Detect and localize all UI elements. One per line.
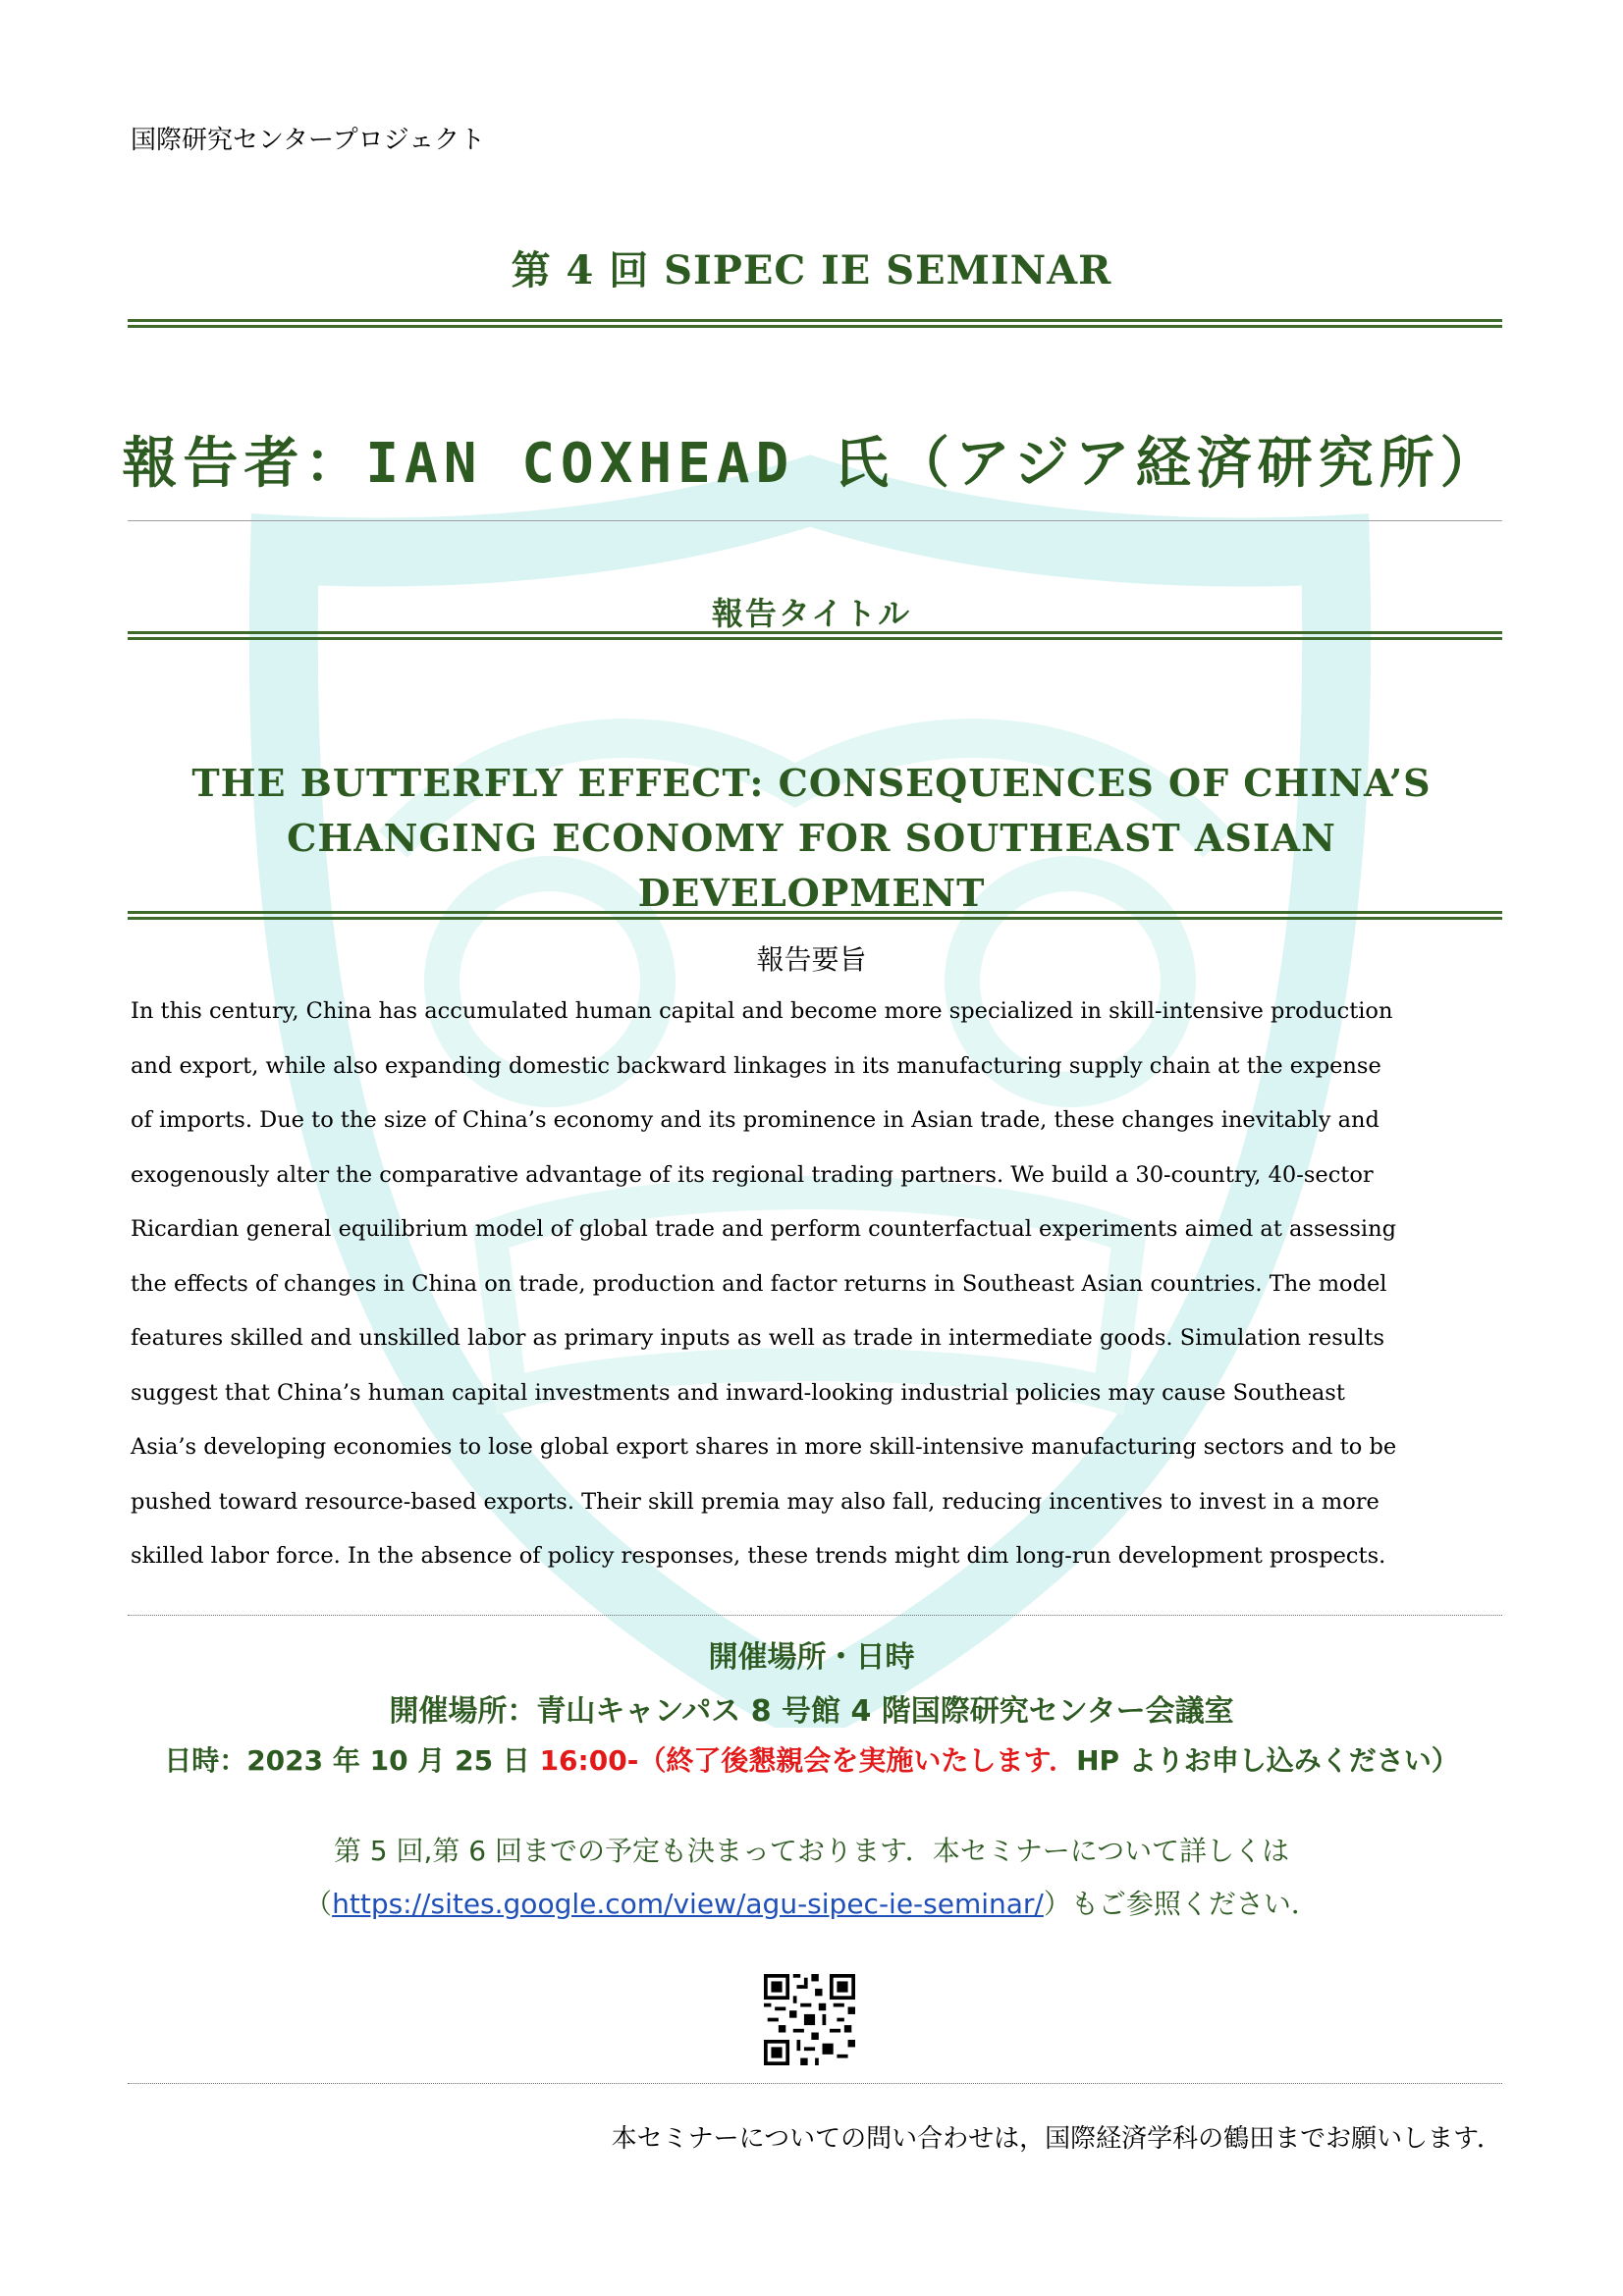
abstract-line: the effects of changes in China on trade, production and factor returns in Southeast Asian countries. The model bbox=[131, 1270, 1387, 1297]
abstract-line: exogenously alter the comparative advantage of its regional trading partners. We build a 30-country, 40-sector bbox=[131, 1161, 1374, 1188]
abstract-label: 報告要旨 bbox=[756, 943, 867, 976]
speaker-divider bbox=[128, 520, 1502, 521]
abstract-line: pushed toward resource-based exports. Their skill premia may also fall, reducing incentives to invest in a more bbox=[131, 1488, 1380, 1515]
venue: 開催場所：青山キャンパス 8 号館 4 階国際研究センター会議室 bbox=[389, 1694, 1234, 1729]
seminar-url-link[interactable]: https://sites.google.com/view/agu-sipec-ie-seminar/ bbox=[332, 1888, 1044, 1920]
link-suffix: ）もご参照ください． bbox=[1043, 1888, 1319, 1920]
abstract-line: suggest that China’s human capital investments and inward-looking industrial policies may cause Southeast bbox=[131, 1379, 1345, 1406]
project-label: 国際研究センタープロジェクト bbox=[131, 126, 486, 155]
report-title-divider bbox=[128, 631, 1502, 640]
abstract-line: features skilled and unskilled labor as primary inputs as well as trade in intermediate goods. Simulation results bbox=[131, 1325, 1385, 1351]
paper-title-line: CHANGING ECONOMY FOR SOUTHEAST ASIAN bbox=[287, 816, 1336, 860]
qr-code[interactable] bbox=[764, 1974, 855, 2065]
abstract-divider bbox=[128, 911, 1502, 920]
seminar-title: 第 4 回 SIPEC IE SEMINAR bbox=[511, 247, 1112, 294]
abstract-line: of imports. Due to the size of China’s economy and its prominence in Asian trade, these changes inevitably and bbox=[131, 1107, 1380, 1133]
start-time: 16:00- bbox=[539, 1744, 639, 1777]
title-divider bbox=[128, 319, 1502, 328]
event-divider bbox=[128, 1615, 1502, 1616]
date-text: 日時：2023 年 10 月 25 日 bbox=[164, 1744, 540, 1777]
abstract-line: Ricardian general equilibrium model of global trade and perform counterfactual experiments aimed at assessing bbox=[131, 1216, 1397, 1242]
report-title-label: 報告タイトル bbox=[711, 595, 912, 632]
reception-note: （終了後懇親会を実施いたします． bbox=[638, 1744, 1077, 1777]
schedule-link-line bbox=[0, 1883, 1623, 1922]
contact-note: 本セミナーについての問い合わせは，国際経済学科の鶴田までお願いします． bbox=[611, 2124, 1502, 2154]
schedule-note: 第 5 回,第 6 回までの予定も決まっております．本セミナーについて詳しくは bbox=[333, 1835, 1290, 1867]
abstract-body bbox=[131, 985, 1500, 1584]
open-paren: （ bbox=[304, 1888, 333, 1920]
paper-title bbox=[0, 756, 1623, 921]
venue-datetime-label: 開催場所・日時 bbox=[708, 1640, 915, 1675]
paper-title-line: DEVELOPMENT bbox=[637, 871, 986, 915]
abstract-line: In this century, China has accumulated human capital and become more specialized in skill-intensive production bbox=[131, 998, 1393, 1024]
abstract-line: and export, while also expanding domestic backward linkages in its manufacturing supply chain at the expense bbox=[131, 1052, 1381, 1079]
paper-title-line: THE BUTTERFLY EFFECT: CONSEQUENCES OF CHINA’S bbox=[191, 761, 1432, 805]
abstract-line: skilled labor force. In the absence of policy responses, these trends might dim long-run development prospects. bbox=[131, 1543, 1386, 1569]
footer-divider bbox=[128, 2083, 1502, 2084]
abstract-line: Asia’s developing economies to lose global export shares in more skill-intensive manufacturing sectors and to be bbox=[131, 1434, 1397, 1460]
speaker-heading: 報告者：IAN COXHEAD 氏（アジア経済研究所） bbox=[122, 432, 1501, 496]
hp-note: HP よりお申し込みください） bbox=[1076, 1744, 1459, 1777]
datetime bbox=[0, 1739, 1623, 1779]
